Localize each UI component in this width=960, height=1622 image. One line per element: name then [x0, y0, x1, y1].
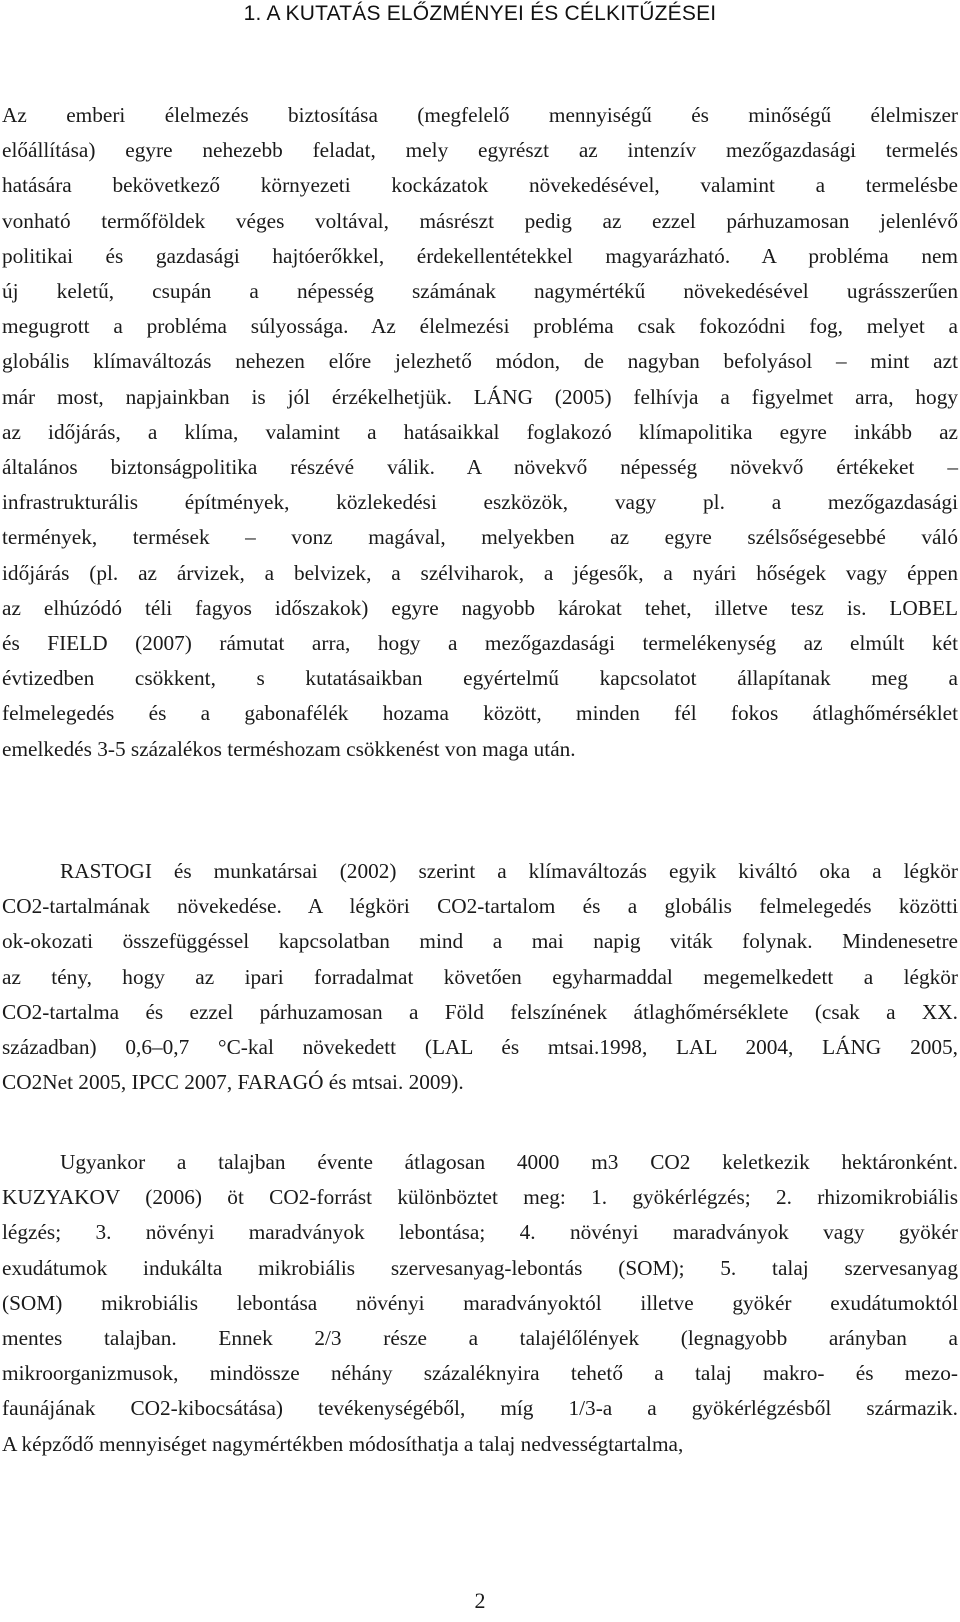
text-line: mikroorganizmusok, mindössze néhány százaléknyira tehető a talaj makro- és mezo-: [2, 1361, 958, 1386]
text-line: megugrott a probléma súlyossága. Az élelmezési probléma csak fokozódni fog, melyet a: [2, 314, 958, 339]
text-line: faunájának CO2-kibocsátása) tevékenységéből, míg 1/3-a a gyökérlégzésből származik.: [2, 1396, 958, 1421]
paragraph-1: [2, 98, 958, 767]
text-line: KUZYAKOV (2006) öt CO2-forrást különböztet meg: 1. gyökérlégzés; 2. rhizomikrobiális: [2, 1185, 958, 1210]
text-line: légzés; 3. növényi maradványok lebontása; 4. növényi maradványok vagy gyökér: [2, 1220, 958, 1245]
text-line: általános biztonságpolitika részévé válik. A növekvő népesség növekvő értékeket –: [2, 455, 958, 480]
text-line: RASTOGI és munkatársai (2002) szerint a klímaváltozás egyik kiváltó oka a légkör: [60, 859, 958, 883]
text-line: az időjárás, a klíma, valamint a hatásaikkal foglakozó klímapolitika egyre inkább az: [2, 419, 958, 444]
text-line: Az emberi élelmezés biztosítása (megfelelő mennyiségű és minőségű élelmiszer: [2, 103, 958, 127]
text-line: politikai és gazdasági hajtóerőkkel, érdekellentétekkel magyarázható. A probléma nem: [2, 243, 958, 268]
text-line: (SOM) mikrobiális lebontása növényi maradványoktól illetve gyökér exudátumoktól: [2, 1290, 958, 1315]
text-line: új keletű, csupán a népesség számának nagymértékű növekedésével ugrásszerűen: [2, 279, 958, 304]
paragraph-3: [2, 1145, 958, 1462]
text-line: infrastrukturális építmények, közlekedési eszközök, vagy pl. a mezőgazdasági: [2, 490, 958, 515]
text-line: globális klímaváltozás nehezen előre jelezhető módon, de nagyban befolyásol – mint azt: [2, 349, 958, 374]
text-line: az elhúzódó téli fagyos időszakok) egyre nagyobb károkat tehet, illetve tesz is. LOBEL: [2, 595, 958, 620]
text-line: CO2Net 2005, IPCC 2007, FARAGÓ és mtsai. 2009).: [2, 1070, 464, 1095]
page-number: 2: [474, 1588, 486, 1613]
text-line: exudátumok indukálta mikrobiális szervesanyag-lebontás (SOM); 5. talaj szervesanyag: [2, 1255, 958, 1280]
text-line: termények, termések – vonz magával, melyekben az egyre szélsőségesebbé váló: [2, 525, 958, 550]
text-line: már most, napjainkban is jól érzékelhetjük. LÁNG (2005) felhívja a figyelmet arra, hogy: [2, 384, 958, 409]
text-line: emelkedés 3-5 százalékos terméshozam csökkenést von maga után.: [2, 736, 576, 761]
text-line: Ugyankor a talajban évente átlagosan 4000 m3 CO2 keletkezik hektáronként.: [60, 1150, 958, 1174]
chapter-heading: 1. A KUTATÁS ELŐZMÉNYEI ÉS CÉLKITŰZÉSEI: [243, 2, 717, 25]
text-line: vonható termőföldek véges voltával, másrészt pedig az ezzel párhuzamosan jelenlévő: [2, 208, 958, 233]
text-line: ok-okozati összefüggéssel kapcsolatban mind a mai napig viták folynak. Mindenesetre: [2, 929, 958, 954]
text-line: A képződő mennyiséget nagymértékben módosíthatja a talaj nedvességtartalma,: [2, 1431, 684, 1456]
text-line: felmelegedés és a gabonafélék hozama között, minden fél fokos átlaghőmérséklet: [2, 701, 958, 726]
text-line: időjárás (pl. az árvizek, a belvizek, a szélviharok, a jégesők, a nyári hőségek vagy éppen: [2, 560, 958, 585]
text-line: előállítása) egyre nehezebb feladat, mely egyrészt az intenzív mezőgazdasági termelés: [2, 138, 958, 163]
text-line: században) 0,6–0,7 °C-kal növekedett (LAL és mtsai.1998, LAL 2004, LÁNG 2005,: [2, 1035, 958, 1060]
text-line: CO2-tartalma és ezzel párhuzamosan a Föld felszínének átlaghőmérséklete (csak a XX.: [2, 999, 958, 1024]
text-line: hatására bekövetkező környezeti kockázatok növekedésével, valamint a termelésbe: [2, 173, 958, 198]
text-line: mentes talajban. Ennek 2/3 része a talajélőlények (legnagyobb arányban a: [2, 1326, 958, 1351]
paragraph-2: [2, 854, 958, 1100]
text-line: az tény, hogy az ipari forradalmat követően egyharmaddal megemelkedett a légkör: [2, 964, 958, 989]
text-line: CO2-tartalmának növekedése. A légköri CO2-tartalom és a globális felmelegedés közötti: [2, 894, 958, 919]
text-line: évtizedben csökkent, s kutatásaikban egyértelmű kapcsolatot állapítanak meg a: [2, 666, 958, 691]
text-line: és FIELD (2007) rámutat arra, hogy a mezőgazdasági termelékenység az elmúlt két: [2, 631, 958, 656]
